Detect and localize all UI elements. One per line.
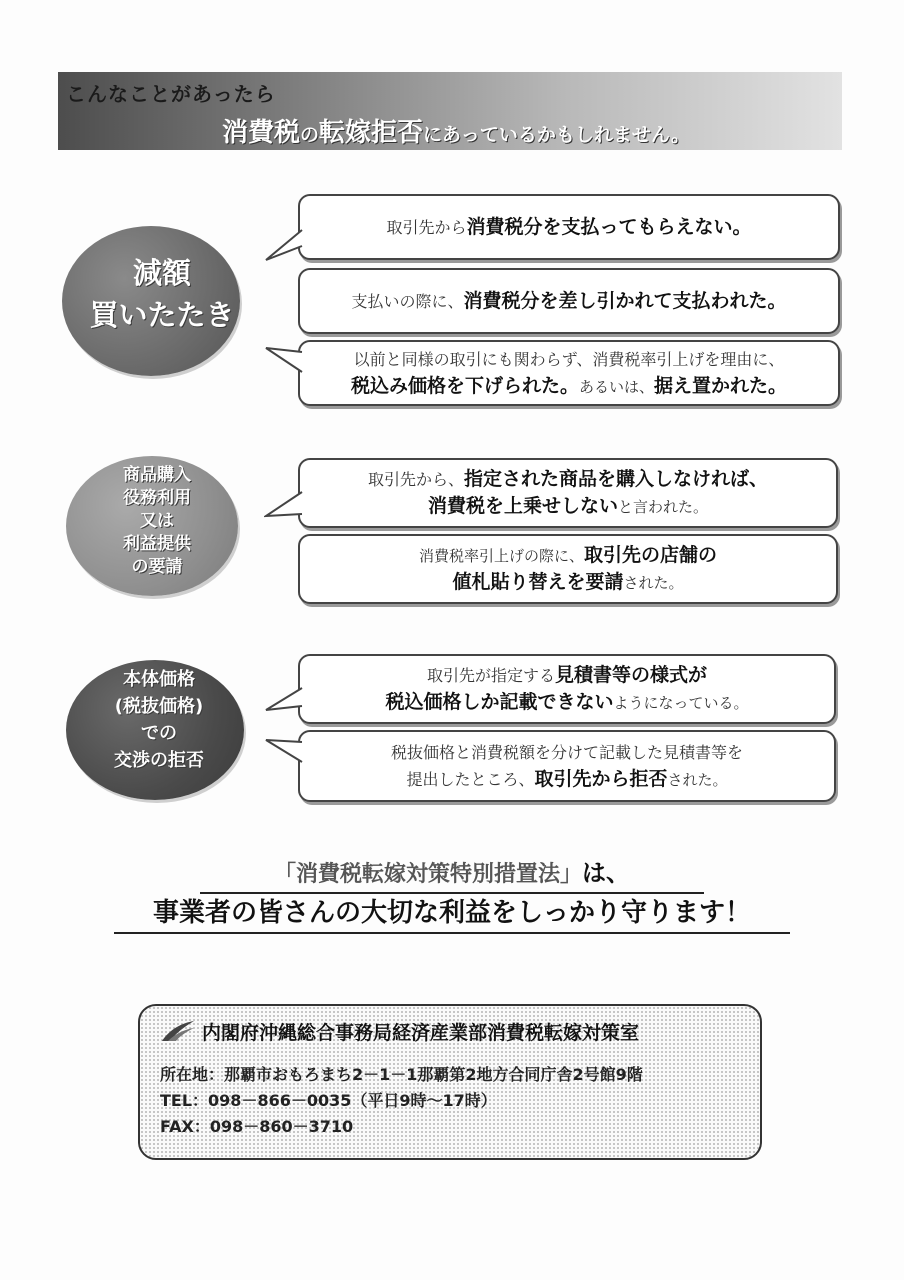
example-bubble-7	[298, 730, 836, 802]
example-bubble-6	[298, 654, 836, 724]
bubble-text: 取引先が指定する	[426, 666, 555, 685]
bubble-text: 支払いの際に、	[351, 291, 464, 311]
example-bubble-4	[298, 458, 838, 528]
slogan-line1-rest: は、	[582, 859, 630, 887]
organization-name	[160, 1018, 639, 1045]
bubble-text: された。	[667, 770, 728, 789]
bubble-text: 消費税率引上げの際に、	[418, 547, 584, 565]
bubble-highlight: 消費税を上乗せしない	[427, 495, 618, 517]
bubble-highlight: 据え置かれた。	[654, 374, 788, 397]
speech-tail-icon	[264, 224, 304, 264]
bubble-highlight: 税込価格しか記載できない	[385, 691, 614, 713]
bubble-highlight: 税込み価格を下げられた。	[350, 374, 579, 397]
bubble-text: された。	[623, 574, 684, 592]
example-bubble-5	[298, 534, 838, 604]
bubble-text: 以前と同様の取引にも関わらず、消費税率引上げを理由に、	[353, 349, 785, 369]
speech-tail-icon	[264, 338, 304, 378]
category-label-purchase-request: 商品購入 役務利用 又は 利益提供 の要請	[123, 465, 191, 577]
header-line1: こんなことがあったら	[66, 82, 276, 106]
slogan-line1	[200, 856, 704, 894]
speech-tail-icon	[264, 486, 304, 526]
bubble-text: 取引先から、	[367, 470, 464, 489]
example-bubble-3	[298, 340, 840, 406]
bubble-highlight: 値札貼り替えを要請	[452, 571, 624, 593]
slogan-line2: 事業者の皆さんの大切な利益をしっかり守ります！	[114, 894, 790, 934]
speech-tail-icon	[264, 730, 304, 770]
bubble-highlight: 取引先から拒否	[534, 767, 668, 790]
category-label-negotiation-refusal: 本体価格 (税抜価格) での 交渉の拒否	[114, 669, 204, 771]
contact-box	[138, 1004, 762, 1160]
bubble-text: 取引先から	[386, 217, 467, 237]
bubble-highlight: 指定された商品を購入しなければ、	[464, 468, 769, 490]
organization-name-text: 内閣府沖縄総合事務局経済産業部消費税転嫁対策室	[202, 1022, 640, 1044]
bubble-highlight: 消費税分を支払ってもらえない。	[466, 215, 752, 238]
contact-tel: TEL：098－866－0035（平日9時～17時）	[160, 1091, 497, 1110]
leaf-logo-icon	[160, 1019, 196, 1043]
example-bubble-2	[298, 268, 840, 334]
example-bubble-1	[298, 194, 840, 260]
bubble-highlight: 消費税分を差し引かれて支払われた。	[463, 289, 787, 312]
bubble-text: あるいは、	[578, 377, 654, 396]
header-line2: 消費税の転嫁拒否にあっているかもしれません。	[222, 118, 690, 148]
contact-address: 所在地：那覇市おもろまち2－1－1那覇第2地方合同庁舎2号館9階	[160, 1065, 643, 1084]
law-name: 「消費税転嫁対策特別措置法」	[273, 862, 582, 887]
bubble-text: 税抜価格と消費税額を分けて記載した見積書等を	[390, 742, 743, 762]
bubble-text: と言われた。	[618, 498, 709, 516]
speech-tail-icon	[264, 680, 304, 720]
bubble-highlight: 取引先の店舗の	[584, 544, 718, 566]
bubble-text: ようになっている。	[613, 694, 749, 712]
contact-fax: FAX：098－860－3710	[160, 1117, 354, 1136]
bubble-text: 提出したところ、	[406, 769, 535, 789]
bubble-highlight: 見積書等の様式が	[555, 664, 708, 686]
category-label-reduction: 減額 買いたたき	[89, 256, 235, 332]
